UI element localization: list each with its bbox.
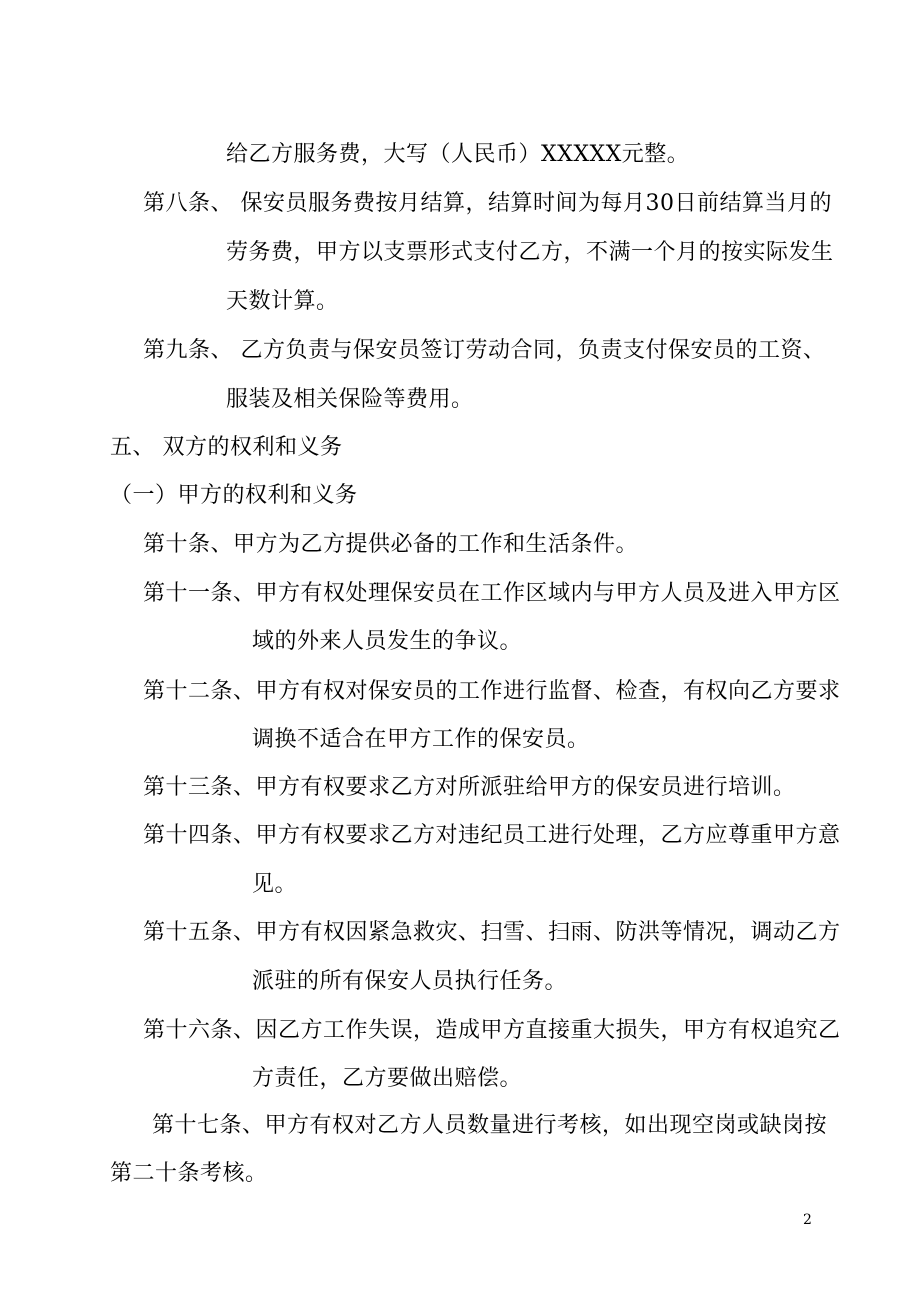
text-line: 第十三条、甲方有权要求乙方对所派驻给甲方的保安员进行培训。: [143, 775, 796, 800]
subsection-heading: （一）甲方的权利和义务: [110, 483, 358, 508]
text-line: 第十二条、甲方有权对保安员的工作进行监督、检查，有权向乙方要求: [143, 679, 841, 704]
text-line: 见。: [252, 872, 298, 897]
section-heading: 五、 双方的权利和义务: [110, 435, 343, 460]
text-line: 第十条、甲方为乙方提供必备的工作和生活条件。: [143, 532, 639, 557]
text-line: 域的外来人员发生的争议。: [252, 629, 523, 654]
text-line: 服装及相关保险等费用。: [226, 387, 474, 412]
text-line: 派驻的所有保安人员执行任务。: [252, 969, 568, 994]
text-line: 第十六条、因乙方工作失误，造成甲方直接重大损失，甲方有权追究乙: [143, 1018, 841, 1043]
text-line: 第八条、 保安员服务费按月结算，结算时间为每月30日前结算当月的: [143, 191, 832, 216]
text-line: 第二十条考核。: [110, 1161, 268, 1186]
text-line: 劳务费，甲方以支票形式支付乙方，不满一个月的按实际发生: [226, 240, 834, 265]
text-line: 调换不适合在甲方工作的保安员。: [252, 727, 590, 752]
text-line: 第十五条、甲方有权因紧急救灾、扫雪、扫雨、防洪等情况，调动乙方: [143, 920, 841, 945]
text-line: 第十四条、甲方有权要求乙方对违纪员工进行处理，乙方应尊重甲方意: [143, 823, 841, 848]
text-line: 方责任，乙方要做出赔偿。: [252, 1066, 523, 1091]
page-number: 2: [803, 1212, 812, 1228]
text-line: 天数计算。: [226, 289, 339, 314]
text-line: 第十一条、甲方有权处理保安员在工作区域内与甲方人员及进入甲方区: [143, 581, 841, 606]
text-line: 第十七条、甲方有权对乙方人员数量进行考核，如出现空岗或缺岗按: [152, 1113, 828, 1138]
text-line: 第九条、 乙方负责与保安员签订劳动合同，负责支付保安员的工资、: [143, 338, 826, 363]
text-line: 给乙方服务费，大写（人民币）XXXXX元整。: [226, 142, 690, 167]
